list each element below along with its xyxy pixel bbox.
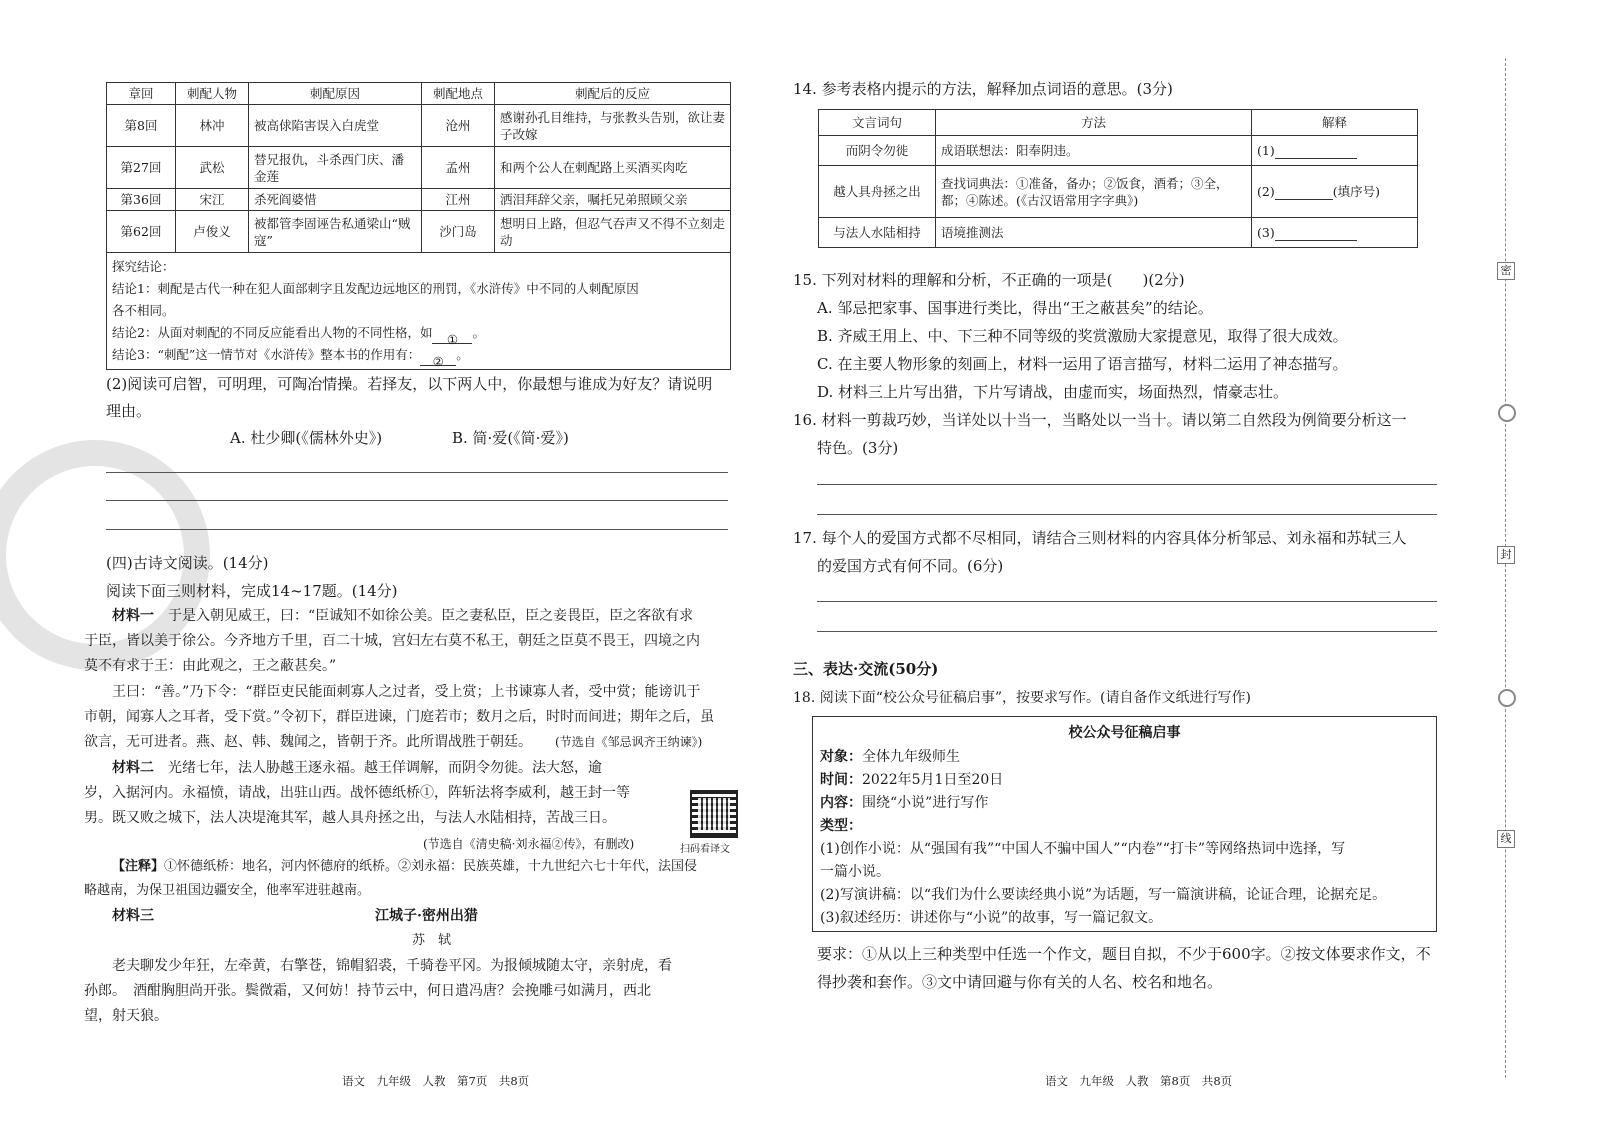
- conclusion-1: 结论1：刺配是古代一种在犯人面部刺字且发配边远地区的刑罚，《水浒传》中不同的人刺配原因: [112, 281, 639, 296]
- material-1-line: 王曰：“善。”乃下令：“群臣吏民能面刺寡人之过者，受上赏；上书谏寡人者，受中赏；能谤讥于: [112, 684, 701, 700]
- notice-target: 对象：全体九年级师生: [820, 749, 960, 765]
- qr-code-icon[interactable]: [690, 790, 738, 838]
- notice-type-1-cont: 一篇小说。: [820, 864, 890, 880]
- q16-text-cont: 特色。(3分): [817, 439, 899, 457]
- material-1-line: 材料一 于是入朝见威王，曰：“臣诚知不如徐公美。臣之妻私臣，臣之妾畏臣，臣之客欲有求: [112, 608, 694, 624]
- binding-margin-line: [1505, 58, 1506, 1078]
- novel-table-block: [106, 82, 731, 370]
- note-label: 【注释】: [112, 859, 165, 874]
- binding-hole-icon: [1498, 689, 1516, 707]
- q14-table-block: [818, 109, 1418, 248]
- q2-text-cont: 理由。: [106, 402, 152, 420]
- material-3-label: 材料三: [112, 908, 154, 924]
- qr-caption: 扫码看译文: [680, 844, 730, 855]
- table-header: 解释: [1252, 110, 1418, 136]
- q16-text: 16. 材料一剪裁巧妙，当详处以十当一，当略处以一当十。请以第二自然段为例简要分析这一: [793, 411, 1407, 429]
- table-cell: 查找词典法：①准备，备办；②饭食，酒肴；③全，都；④陈述。(《古汉语常用字字典》): [936, 166, 1252, 218]
- answer-line[interactable]: [106, 500, 728, 501]
- material-1-line: 市朝，闻寡人之耳者，受下赏。”令初下，群臣进谏，门庭若市；数月之后，时时而间进；期年之后，虽: [84, 709, 715, 725]
- page-footer: 语文 九年级 人教 第7页 共8页: [342, 1074, 530, 1088]
- margin-mark: 密: [1497, 262, 1515, 280]
- section-3-title: 三、表达·交流(50分): [793, 660, 939, 678]
- answer-blank[interactable]: [1275, 144, 1357, 159]
- answer-line[interactable]: [817, 514, 1437, 515]
- table-header: 刺配人物: [176, 83, 249, 105]
- material-2-line: 材料二 光绪七年，法人胁越王逐永福。越王佯调解，而阴令勿徙。法大怒，逾: [112, 760, 602, 776]
- table-cell: 第62回: [107, 211, 176, 253]
- margin-mark: 线: [1497, 830, 1515, 848]
- material-1-line: 于臣，皆以美于徐公。今齐地方千里，百二十城，宫妇左右莫不私王，朝廷之臣莫不畏王，四境之内: [84, 633, 700, 649]
- table-cell: 第36回: [107, 189, 176, 211]
- q17-text-cont: 的爱国方式有何不同。(6分): [817, 557, 1004, 575]
- poem-line: 老夫聊发少年狂，左牵黄，右擎苍，锦帽貂裘，千骑卷平冈。为报倾城随太守，亲射虎，看: [112, 958, 672, 974]
- answer-cell[interactable]: (2) (填序号): [1252, 166, 1418, 218]
- table-header: 章回: [107, 83, 176, 105]
- table-cell: 杀死阎婆惜: [249, 189, 422, 211]
- table-cell: 被都管李固诬告私通梁山“贼寇”: [249, 211, 422, 253]
- table-cell: 越人具舟拯之出: [819, 166, 936, 218]
- material-2-source: (节选自《清史稿·刘永福②传》，有删改): [423, 837, 635, 851]
- poem-title: 江城子·密州出猎: [375, 908, 478, 924]
- poem-author: 苏 轼: [412, 933, 452, 948]
- answer-line[interactable]: [106, 529, 728, 530]
- table-cell: 武松: [176, 147, 249, 189]
- material-1-source: (节选自《邹忌讽齐王纳谏》): [555, 735, 703, 749]
- conclusion-2: 结论2：从面对刺配的不同反应能看出人物的不同性格，如 ① 。: [112, 325, 485, 347]
- material-2-line: 男。既又败之城下，法人决堤淹其军，越人具舟拯之出，与法人水陆相持，苦战三日。: [84, 810, 616, 826]
- q15-option-a[interactable]: A. 邹忌把家事、国事进行类比，得出“王之蔽甚矣”的结论。: [817, 299, 1213, 317]
- q2-option-a: A. 杜少卿(《儒林外史》): [230, 429, 383, 447]
- table-cell: 感谢孙孔目维持，与张教头告别，欲让妻子改嫁: [495, 105, 731, 147]
- answer-blank-2[interactable]: ②: [420, 351, 456, 366]
- material-2-line: 岁，入据河内。永福愤，请战，出驻山西。战怀德纸桥①，阵斩法将李威利，越王封一等: [84, 785, 630, 801]
- answer-blank[interactable]: [1275, 185, 1333, 200]
- table-cell: 宋江: [176, 189, 249, 211]
- conclusion-3: 结论3：“刺配”这一情节对《水浒传》整本书的作用有： ② 。: [112, 347, 469, 369]
- q18-text: 18. 阅读下面“校公众号征稿启事”，按要求写作。(请自备作文纸进行写作): [793, 690, 1251, 706]
- conclusion-cell: [107, 253, 731, 370]
- table-cell: 林冲: [176, 105, 249, 147]
- notice-type-label: 类型：: [820, 818, 862, 834]
- notice-box: [812, 716, 1437, 932]
- q14-text: 14. 参考表格内提示的方法，解释加点词语的意思。(3分): [793, 80, 1173, 98]
- q15-text: 15. 下列对材料的理解和分析，不正确的一项是( )(2分): [793, 271, 1185, 289]
- section-4-intro: 阅读下面三则材料，完成14~17题。(14分): [106, 582, 398, 600]
- answer-line[interactable]: [817, 484, 1437, 485]
- q17-text: 17. 每个人的爱国方式都不尽相同，请结合三则材料的内容具体分析邹忌、刘永福和苏轼三人: [793, 529, 1407, 547]
- material-1-line: 莫不有求于王：由此观之，王之蔽甚矣。”: [84, 658, 337, 674]
- poem-line: 孙郎。 酒酣胸胆尚开张。鬓微霜，又何妨！持节云中，何日遣冯唐？会挽雕弓如满月，西北: [84, 983, 651, 999]
- q14-table: [818, 109, 1418, 248]
- conclusion-title: 探究结论：: [112, 259, 175, 274]
- q15-option-c[interactable]: C. 在主要人物形象的刻画上，材料一运用了语言描写，材料二运用了神态描写。: [817, 355, 1348, 373]
- water-margin-table: [106, 82, 731, 370]
- answer-line[interactable]: [106, 472, 728, 473]
- table-header: 刺配地点: [422, 83, 495, 105]
- table-cell: 卢俊义: [176, 211, 249, 253]
- table-header: 文言词句: [819, 110, 936, 136]
- material-1-label: 材料一: [112, 608, 154, 624]
- requirements-cont: 得抄袭和套作。③文中请回避与你有关的人名、校名和地名。: [817, 973, 1223, 991]
- requirements: 要求：①从以上三种类型中任选一个作文，题目自拟，不少于600字。②按文体要求作文，不: [817, 945, 1431, 963]
- table-cell: 孟州: [422, 147, 495, 189]
- answer-cell[interactable]: (3): [1252, 218, 1418, 248]
- answer-line[interactable]: [817, 601, 1437, 602]
- notice-content: 内容：围绕“小说”进行写作: [820, 795, 989, 811]
- table-cell: 沧州: [422, 105, 495, 147]
- table-header: 刺配原因: [249, 83, 422, 105]
- notice-time: 时间：2022年5月1日至20日: [820, 772, 1004, 788]
- margin-mark: 封: [1497, 546, 1515, 564]
- page-footer: 语文 九年级 人教 第8页 共8页: [1045, 1074, 1233, 1088]
- q15-option-d[interactable]: D. 材料三上片写出猎，下片写请战，由虚而实，场面热烈，情豪志壮。: [817, 383, 1289, 401]
- answer-cell[interactable]: (1): [1252, 136, 1418, 166]
- binding-hole-icon: [1498, 404, 1516, 422]
- table-cell: 第8回: [107, 105, 176, 147]
- notice-title: 校公众号征稿启事: [1068, 725, 1181, 741]
- answer-line[interactable]: [817, 631, 1437, 632]
- notice-type-1: (1)创作小说：从“强国有我”“中国人不骗中国人”“内卷”“打卡”等网络热词中选择，写: [820, 841, 1346, 857]
- table-cell: 第27回: [107, 147, 176, 189]
- table-header: 刺配后的反应: [495, 83, 731, 105]
- conclusion-1-cont: 各不相同。: [112, 303, 175, 318]
- q15-option-b[interactable]: B. 齐威王用上、中、下三种不同等级的奖赏激励大家提意见，取得了很大成效。: [817, 327, 1348, 345]
- table-cell: 语境推测法: [936, 218, 1252, 248]
- poem-line: 望，射天狼。: [84, 1008, 168, 1024]
- table-cell: 想明日上路，但忍气吞声又不得不立刻走动: [495, 211, 731, 253]
- answer-blank[interactable]: [1275, 226, 1357, 241]
- material-1-line: 欲言，无可进者。燕、赵、韩、魏闻之，皆朝于齐。此所谓战胜于朝廷。: [84, 734, 532, 750]
- table-header: 方法: [936, 110, 1252, 136]
- notice-type-3: (3)叙述经历：讲述你与“小说”的故事，写一篇记叙文。: [820, 910, 1163, 926]
- table-cell: 而阴令勿徙: [819, 136, 936, 166]
- table-cell: 替兄报仇，斗杀西门庆、潘金莲: [249, 147, 422, 189]
- section-4-title: (四)古诗文阅读。(14分): [106, 554, 269, 572]
- table-cell: 洒泪拜辞父亲，嘱托兄弟照顾父亲: [495, 189, 731, 211]
- q2-option-b: B. 简·爱(《简·爱》): [452, 429, 569, 447]
- table-cell: 成语联想法：阳奉阴违。: [936, 136, 1252, 166]
- note-line: 【注释】①怀德纸桥：地名，河内怀德府的纸桥。②刘永福：民族英雄，十九世纪六七十年代，法国侵: [112, 859, 698, 874]
- table-cell: 和两个公人在刺配路上买酒买肉吃: [495, 147, 731, 189]
- q2-text: (2)阅读可启智，可明理，可陶冶情操。若择友，以下两人中，你最想与谁成为好友？请说明: [106, 375, 713, 393]
- table-cell: 沙门岛: [422, 211, 495, 253]
- notice-type-2: (2)写演讲稿：以“我们为什么要读经典小说”为话题，写一篇演讲稿，论证合理，论据充足。: [820, 887, 1387, 903]
- answer-blank-1[interactable]: ①: [432, 329, 472, 344]
- table-cell: 与法人水陆相持: [819, 218, 936, 248]
- material-2-label: 材料二: [112, 760, 154, 776]
- table-cell: 被高俅陷害误入白虎堂: [249, 105, 422, 147]
- table-cell: 江州: [422, 189, 495, 211]
- note-line: 略越南，为保卫祖国边疆安全，他率军进驻越南。: [84, 883, 371, 898]
